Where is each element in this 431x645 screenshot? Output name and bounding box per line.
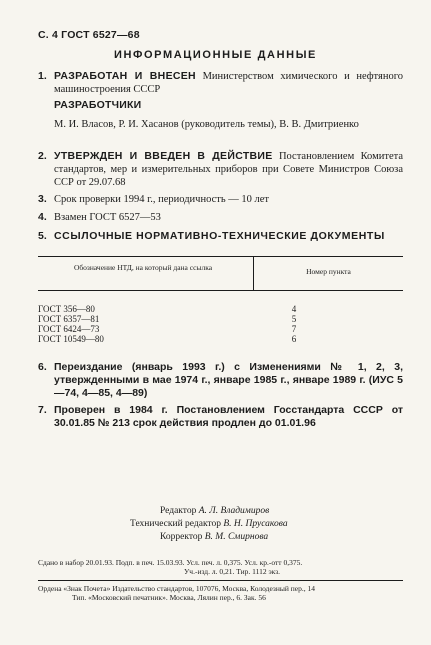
page-header: С. 4 ГОСТ 6527—68	[38, 29, 140, 41]
item-body: Министерством химического и нефтяного машиностроения СССР	[54, 71, 403, 95]
table-cell-clause: 5	[291, 314, 297, 324]
item-caps: РАЗРАБОТАН И ВНЕСЕН	[54, 70, 196, 82]
item-text: Срок проверки 1994 г., периодичность — 10 лет	[54, 194, 269, 205]
credit-role: Технический редактор	[130, 519, 221, 529]
table-cell-clause: 4	[291, 304, 297, 314]
table-row	[38, 304, 403, 314]
table-row	[38, 314, 403, 324]
table-cell-document: ГОСТ 6424—73	[38, 324, 100, 334]
table-cell-document: ГОСТ 356—80	[38, 304, 95, 314]
table-top-rule	[38, 256, 403, 257]
printer-line: Тип. «Московский печатник». Москва, Лялин пер., 6. Зак. 56	[72, 593, 266, 602]
imprint-line-2: Уч.-изд. л. 0,21. Тир. 1112 экз.	[184, 567, 281, 576]
item-number: 4.	[38, 211, 47, 223]
table-cell-document: ГОСТ 10549—80	[38, 334, 104, 344]
table-cell-clause: 7	[291, 324, 297, 334]
table-cell-document: ГОСТ 6357—81	[38, 314, 100, 324]
credit-name: В. Н. Прусакова	[223, 519, 288, 529]
credit-role: Корректор	[160, 532, 203, 542]
publisher-line: Ордена «Знак Почета» Издательство стандартов, 107076, Москва, Колодезный пер., 14	[38, 584, 316, 593]
item-text	[54, 70, 403, 96]
credit-tech-editor	[130, 518, 288, 530]
credit-editor	[160, 505, 269, 517]
table-row	[38, 324, 403, 334]
item-caps: ССЫЛОЧНЫЕ НОРМАТИВНО-ТЕХНИЧЕСКИЕ ДОКУМЕНТЫ	[54, 230, 385, 242]
item-caps: УТВЕРЖДЕН И ВВЕДЕН В ДЕЙСТВИЕ	[54, 150, 273, 162]
item-number: 3.	[38, 193, 47, 205]
table-cell-clause: 6	[291, 334, 297, 344]
item-body: Постановлением Комитета стандартов, мер и измерительных приборов при Совете Министров Союза ССР от 29.07.68	[54, 151, 404, 188]
developers-heading: РАЗРАБОТЧИКИ	[54, 99, 142, 111]
item-text: Проверен в 1984 г. Постановлением Госстандарта СССР от 30.01.85 № 213 срок действия продлен до 01.01.96	[54, 404, 403, 429]
item-number: 1.	[38, 70, 47, 82]
credit-role: Редактор	[160, 506, 197, 516]
credit-name: В. М. Смирнова	[204, 532, 269, 542]
item-number: 6.	[38, 361, 47, 373]
developers-text: М. И. Власов, Р. И. Хасанов (руководитель темы), В. В. Дмитриенко	[54, 119, 359, 130]
item-number: 5.	[38, 230, 47, 242]
credit-name: А. Л. Владимиров	[198, 506, 270, 516]
table-row	[38, 334, 403, 344]
table-header-clause: Номер пункта	[306, 267, 351, 276]
footer-divider	[38, 580, 403, 581]
item-text: Взамен ГОСТ 6527—53	[54, 212, 161, 223]
imprint-line-1: Сдано в набор 20.01.93. Подп. в печ. 15.03.93. Усл. печ. л. 0,375. Усл. кр.-отт 0,375.	[38, 558, 303, 567]
section-title: ИНФОРМАЦИОННЫЕ ДАННЫЕ	[113, 49, 317, 61]
table-column-divider	[253, 256, 254, 290]
item-number: 7.	[38, 404, 47, 416]
credit-proofreader	[160, 531, 268, 543]
item-text: Переиздание (январь 1993 г.) с Изменениями № 1, 2, 3, утвержденными в мае 1974 г., январе 1985 г., январе 1989 г. (ИУС 5—74, 4—85, 4—89)	[54, 361, 403, 399]
table-header-rule	[38, 290, 403, 291]
item-number: 2.	[38, 150, 47, 162]
table-header-document: Обозначение НТД, на который дана ссылка	[73, 263, 213, 272]
item-text	[54, 150, 403, 189]
